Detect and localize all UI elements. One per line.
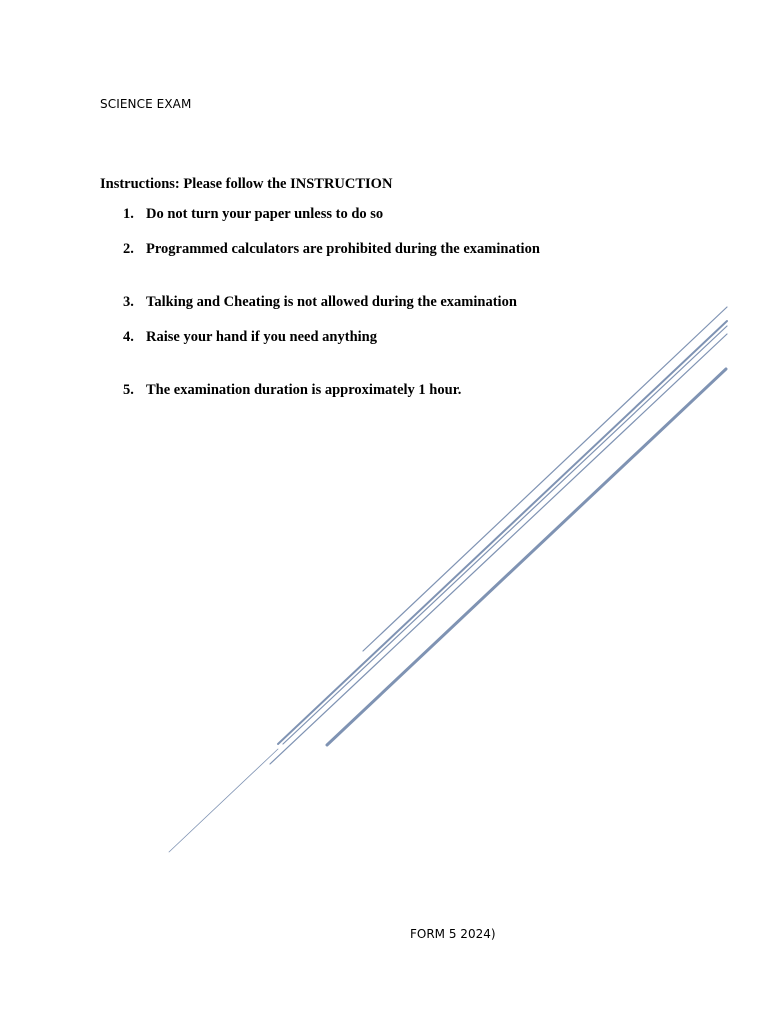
instruction-text: The examination duration is approximately 1 hour. — [146, 382, 462, 398]
decor-line-1 — [363, 307, 727, 651]
instruction-number: 2. — [123, 241, 134, 257]
footer-form-year: FORM 5 2024) — [410, 927, 496, 941]
decor-line-5 — [327, 369, 726, 745]
instruction-number: 1. — [123, 206, 134, 222]
decor-line-4 — [270, 334, 727, 764]
decor-line-2 — [278, 321, 727, 744]
instruction-number: 3. — [123, 294, 134, 310]
document-title: SCIENCE EXAM — [100, 97, 192, 111]
instruction-text: Programmed calculators are prohibited during the examination — [146, 241, 540, 257]
instruction-text: Do not turn your paper unless to do so — [146, 206, 384, 222]
instruction-text: Talking and Cheating is not allowed during the examination — [146, 294, 517, 310]
instruction-text: Raise your hand if you need anything — [146, 329, 377, 345]
decor-line-3 — [283, 326, 727, 744]
instruction-number: 5. — [123, 382, 134, 398]
instruction-number: 4. — [123, 329, 134, 345]
instructions-heading: Instructions: Please follow the INSTRUCTION — [100, 176, 393, 192]
decor-line-6 — [169, 749, 278, 852]
